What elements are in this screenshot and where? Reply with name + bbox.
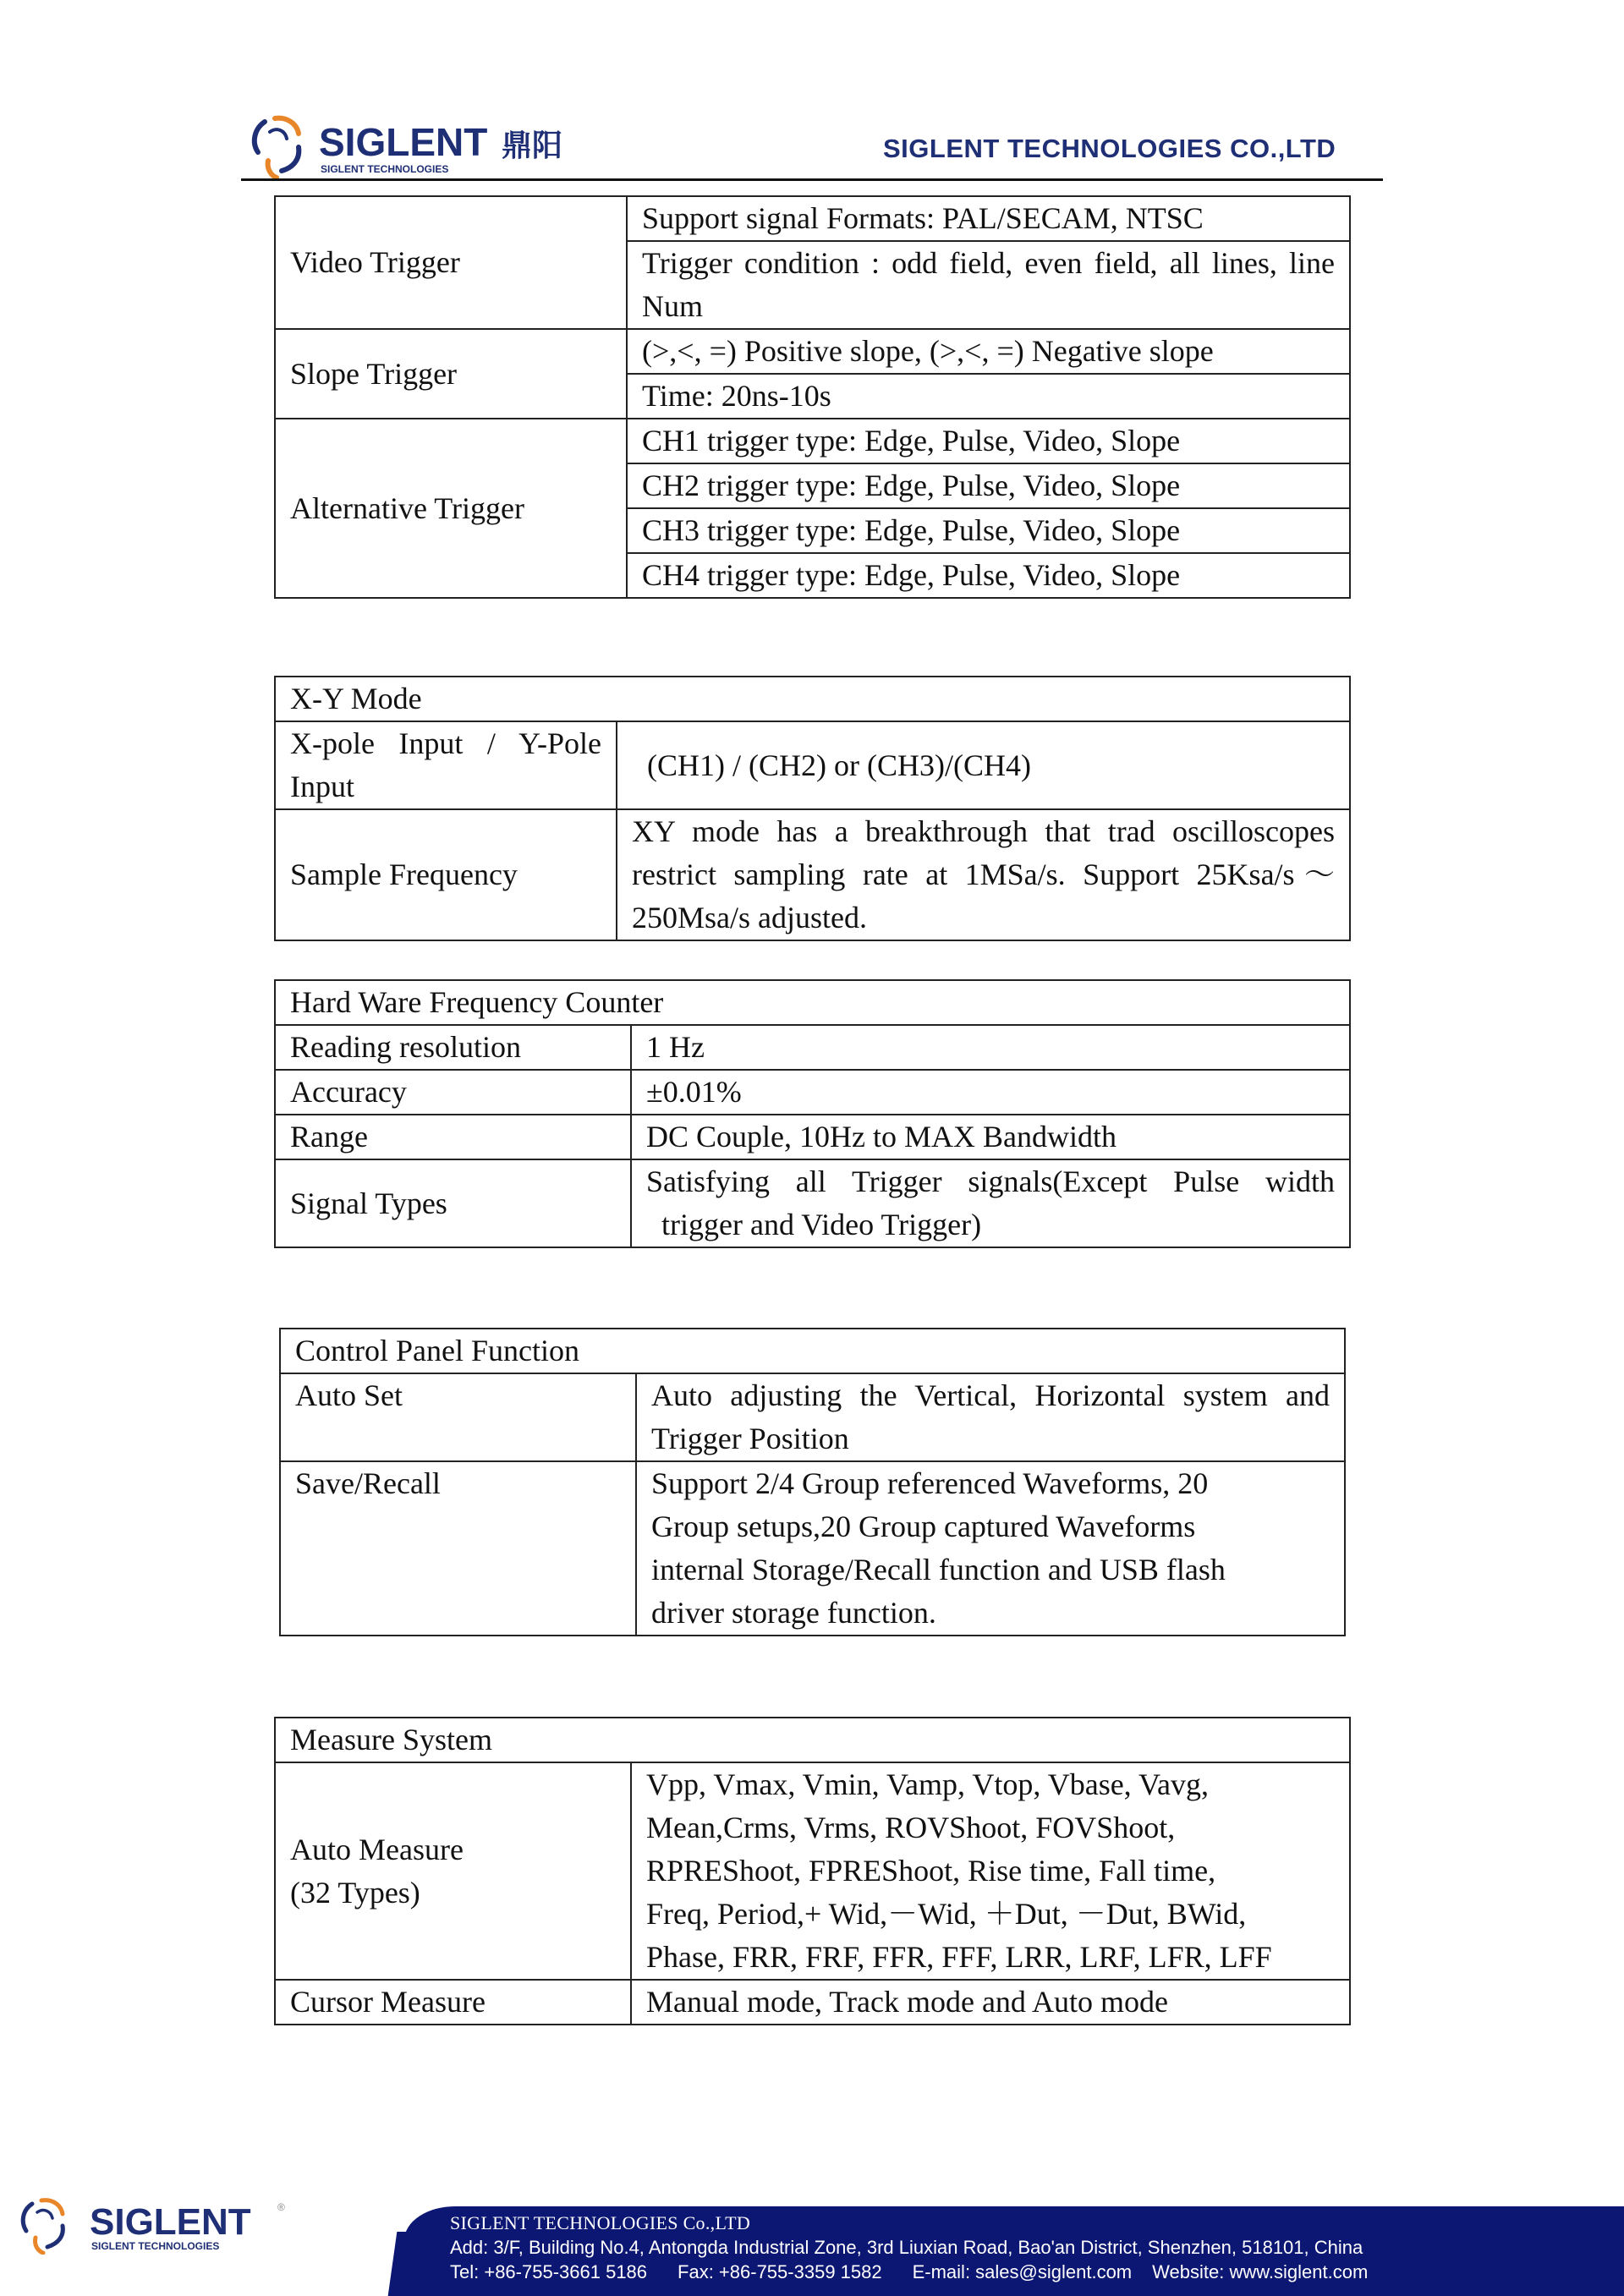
row-value: ±0.01% — [631, 1070, 1350, 1115]
table-title-row — [275, 677, 1350, 721]
row-label-line: (32 Types) — [290, 1875, 420, 1910]
row-label: Accuracy — [275, 1070, 631, 1115]
table-row — [275, 1025, 1350, 1070]
table-row — [275, 721, 1350, 809]
row-value-line: Support 2/4 Group referenced Waveforms, 20 — [651, 1466, 1209, 1500]
header-divider — [241, 178, 1383, 181]
table-row — [275, 809, 1350, 940]
frequency-counter-table — [274, 979, 1351, 1248]
row-value-line: RPREShoot, FPREShoot, Rise time, Fall time, — [646, 1854, 1216, 1888]
row-value: CH1 trigger type: Edge, Pulse, Video, Slope — [627, 419, 1350, 463]
row-value-line: Mean,Crms, Vrms, ROVShoot, FOVShoot, — [646, 1811, 1176, 1844]
svg-text:®: ® — [277, 2201, 285, 2213]
row-value-line: internal Storage/Recall function and USB flash — [651, 1553, 1226, 1586]
row-value: Manual mode, Track mode and Auto mode — [631, 1980, 1350, 2025]
footer-contact-line — [450, 2260, 1368, 2284]
row-value — [631, 1159, 1350, 1247]
row-value: Auto adjusting the Vertical, Horizontal system and Trigger Position — [636, 1373, 1345, 1461]
row-label — [275, 1762, 631, 1980]
svg-text:SIGLENT TECHNOLOGIES: SIGLENT TECHNOLOGIES — [91, 2240, 220, 2252]
table-row — [275, 1980, 1350, 2025]
svg-text:SIGLENT TECHNOLOGIES: SIGLENT TECHNOLOGIES — [321, 163, 449, 175]
row-value-line: Group setups,20 Group captured Waveforms — [651, 1510, 1196, 1543]
row-value: Trigger condition : odd field, even field, all lines, line Num — [627, 241, 1350, 329]
row-value — [636, 1461, 1345, 1636]
row-value — [617, 721, 1350, 809]
row-label: Reading resolution — [275, 1025, 631, 1070]
row-value: Support signal Formats: PAL/SECAM, NTSC — [627, 196, 1350, 241]
table-row — [275, 1070, 1350, 1115]
row-label: Save/Recall — [280, 1461, 636, 1636]
table-row — [280, 1373, 1345, 1461]
footer-address: Add: 3/F, Building No.4, Antongda Industrial Zone, 3rd Liuxian Road, Bao'an District, Shenzhen, 518101, China — [450, 2237, 1363, 2258]
footer-tel: Tel: +86-755-3661 5186 — [450, 2261, 648, 2282]
footer-fax: Fax: +86-755-3359 1582 — [678, 2261, 882, 2282]
siglent-swirl-logo-icon — [17, 2195, 288, 2255]
footer-website[interactable]: Website: www.siglent.com — [1152, 2261, 1369, 2282]
row-value-text: (CH1) / (CH2) or (CH3)/(CH4) — [647, 748, 1031, 782]
row-label: Alternative Trigger — [275, 419, 627, 598]
row-value-line: trigger and Video Trigger) — [661, 1208, 982, 1241]
row-value: 1 Hz — [631, 1025, 1350, 1070]
row-label: Signal Types — [275, 1159, 631, 1247]
header-siglent-logo — [248, 113, 586, 179]
siglent-swirl-logo-icon — [248, 113, 586, 179]
row-value: XY mode has a breakthrough that trad oscilloscopes restrict sampling rate at 1MSa/s. Support 25Ksa/s～250Msa/s adjusted. — [617, 809, 1350, 940]
row-value-line: driver storage function. — [651, 1596, 936, 1630]
table-title-row — [280, 1329, 1345, 1373]
row-value-line: Phase, FRR, FRF, FFR, FFF, LRR, LRF, LFR, LFF — [646, 1940, 1272, 1974]
table-title: Hard Ware Frequency Counter — [275, 980, 1350, 1025]
table-row — [275, 1762, 1350, 1980]
table-title: Measure System — [275, 1718, 1350, 1762]
row-label: Video Trigger — [275, 196, 627, 329]
table-row — [275, 419, 1350, 463]
footer-contact-info — [450, 2211, 1368, 2284]
table-title: X-Y Mode — [275, 677, 1350, 721]
row-value-line: Freq, Period,+ Wid,－Wid, ＋Dut, －Dut, BWid, — [646, 1897, 1247, 1931]
xy-mode-table — [274, 676, 1351, 941]
row-value-line: Vpp, Vmax, Vmin, Vamp, Vtop, Vbase, Vavg, — [646, 1767, 1210, 1801]
table-row — [275, 196, 1350, 241]
row-value: (>,<, =) Positive slope, (>,<, =) Negative slope — [627, 329, 1350, 374]
row-value: Time: 20ns-10s — [627, 374, 1350, 419]
table-title-row — [275, 980, 1350, 1025]
row-value: DC Couple, 10Hz to MAX Bandwidth — [631, 1115, 1350, 1159]
row-label: Slope Trigger — [275, 329, 627, 419]
table-row — [275, 1115, 1350, 1159]
control-panel-table — [279, 1328, 1346, 1636]
row-value: CH2 trigger type: Edge, Pulse, Video, Slope — [627, 463, 1350, 508]
table-row — [280, 1461, 1345, 1636]
measure-system-table — [274, 1717, 1351, 2025]
trigger-spec-table — [274, 195, 1351, 599]
footer-email[interactable]: E-mail: sales@siglent.com — [912, 2261, 1133, 2282]
svg-text:SIGLENT: SIGLENT — [90, 2201, 251, 2243]
row-label: Sample Frequency — [275, 809, 617, 940]
table-title: Control Panel Function — [280, 1329, 1345, 1373]
row-value — [631, 1762, 1350, 1980]
row-label: Auto Set — [280, 1373, 636, 1461]
svg-text:鼎阳: 鼎阳 — [502, 129, 563, 163]
row-label: Range — [275, 1115, 631, 1159]
row-label-line: Auto Measure — [290, 1832, 464, 1866]
table-title-row — [275, 1718, 1350, 1762]
table-row — [275, 1159, 1350, 1247]
row-value-line: Satisfying all Trigger signals(Except Pulse width — [646, 1164, 1335, 1198]
row-value: CH3 trigger type: Edge, Pulse, Video, Slope — [627, 508, 1350, 553]
footer-siglent-logo — [17, 2195, 288, 2255]
row-value: CH4 trigger type: Edge, Pulse, Video, Slope — [627, 553, 1350, 598]
table-row — [275, 329, 1350, 374]
row-label: Cursor Measure — [275, 1980, 631, 2025]
row-label: X-pole Input / Y-Pole Input — [275, 721, 617, 809]
footer-company-name: SIGLENT TECHNOLOGIES Co.,LTD — [450, 2212, 751, 2233]
svg-text:SIGLENT: SIGLENT — [319, 120, 488, 164]
header-company-name: SIGLENT TECHNOLOGIES CO.,LTD — [883, 134, 1336, 163]
